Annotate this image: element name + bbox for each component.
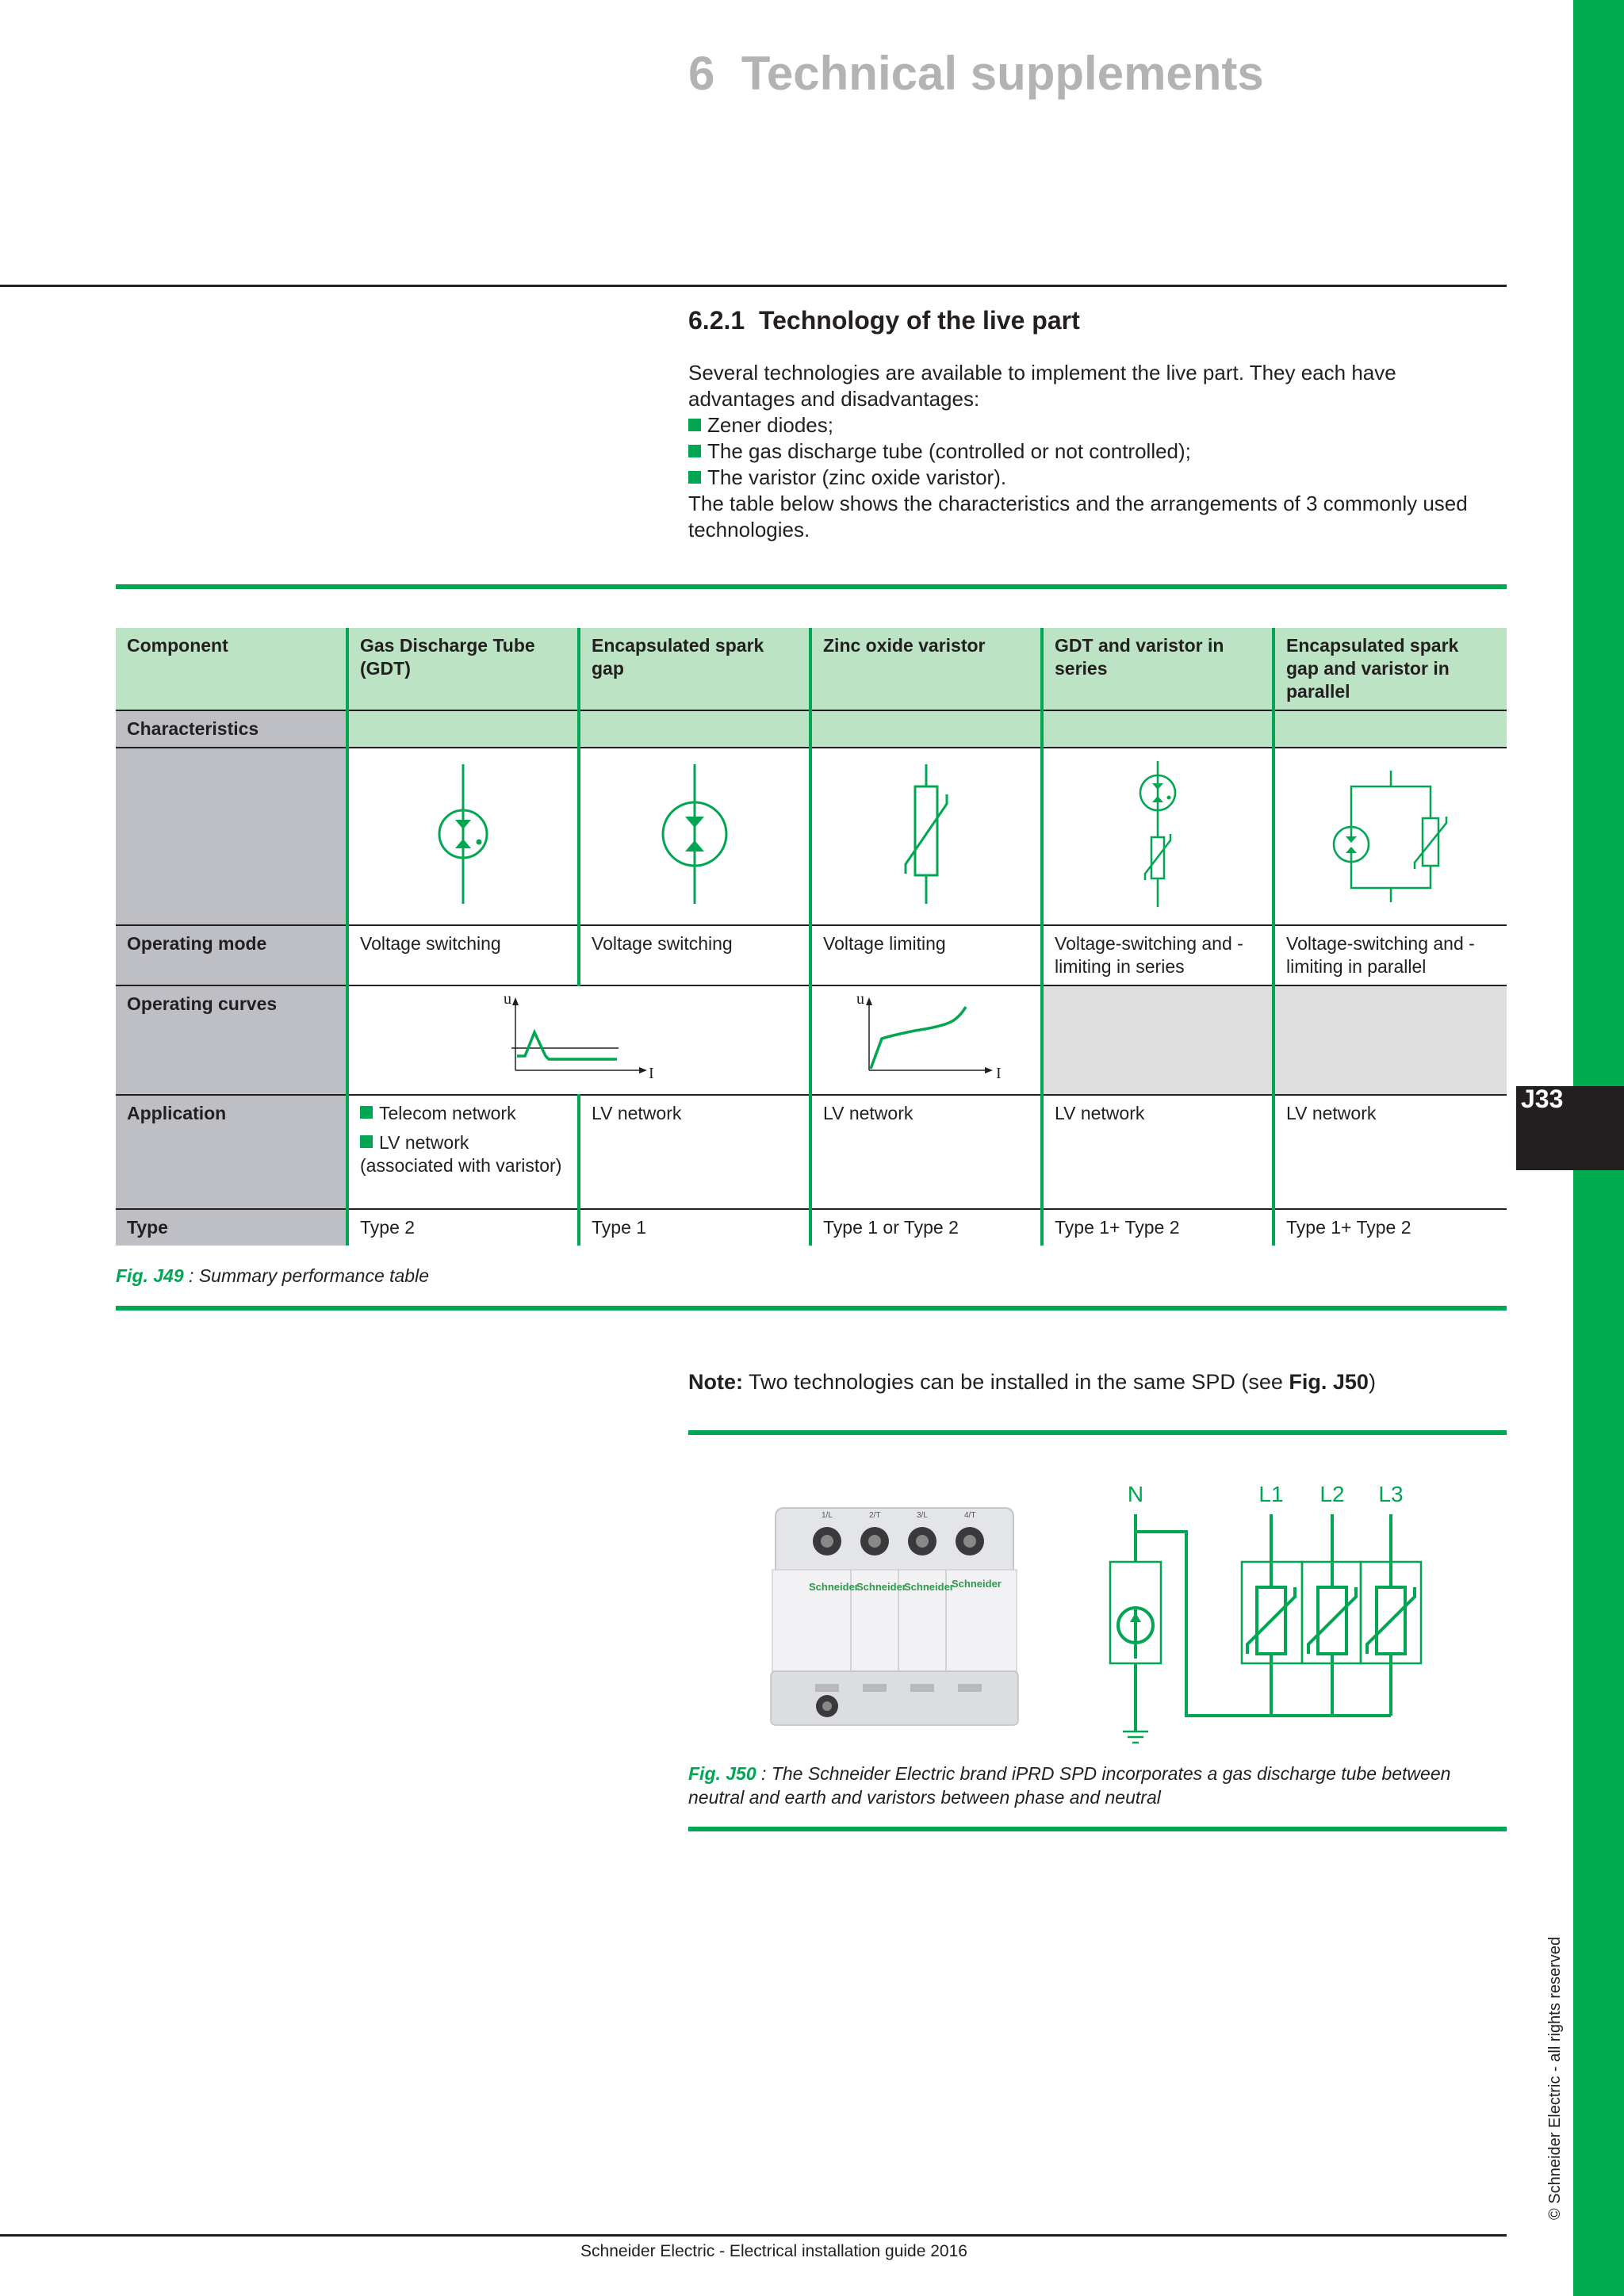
header-gdt: Gas Discharge Tube (GDT) xyxy=(347,628,579,710)
type-row xyxy=(116,1209,1507,1246)
intro-bullet: The gas discharge tube (controlled or not controlled); xyxy=(688,438,1489,465)
application-gdt-varistor-series: LV network xyxy=(1042,1095,1274,1209)
fig-j49-caption xyxy=(116,1265,429,1287)
svg-text:Schneider: Schneider xyxy=(904,1581,954,1593)
type-label: Type xyxy=(116,1209,347,1246)
limiting-curve-icon xyxy=(812,986,1042,1091)
bullet-square xyxy=(360,1106,373,1119)
intro-bullet: Zener diodes; xyxy=(688,412,1489,438)
fig-j49-label: Fig. J49 xyxy=(116,1265,184,1286)
application-label: Application xyxy=(116,1095,347,1209)
operating-mode-spark-gap-varistor-parallel: Voltage-switching and -limiting in parallel xyxy=(1274,925,1507,985)
header-varistor: Zinc oxide varistor xyxy=(810,628,1042,710)
svg-text:Schneider: Schneider xyxy=(856,1581,906,1593)
type-gdt: Type 2 xyxy=(347,1209,579,1246)
diagram-label-n: N xyxy=(1127,1482,1144,1506)
curve-axis-u: u xyxy=(504,990,511,1008)
type-gdt-varistor-series: Type 1+ Type 2 xyxy=(1042,1209,1274,1246)
note-ref: Fig. J50 xyxy=(1289,1370,1369,1394)
gdt-symbol-icon xyxy=(416,755,511,913)
chapter-number: 6 xyxy=(688,47,715,100)
type-spark-gap: Type 1 xyxy=(579,1209,810,1246)
table-top-rule xyxy=(116,584,1507,589)
note-text: Two technologies can be installed in the same SPD (see xyxy=(743,1370,1289,1394)
spark-gap-varistor-parallel-symbol-icon xyxy=(1323,755,1458,913)
operating-mode-gdt-varistor-series: Voltage-switching and -limiting in series xyxy=(1042,925,1274,985)
footer-rule xyxy=(0,2234,1507,2237)
spark-gap-symbol-cell xyxy=(579,748,810,925)
section-title xyxy=(688,306,1080,335)
intro-paragraph: Several technologies are available to implement the live part. They each have advantages and disadvantages: xyxy=(688,361,1396,411)
svg-text:2/T: 2/T xyxy=(869,1511,881,1520)
type-spark-gap-varistor-parallel: Type 1+ Type 2 xyxy=(1274,1209,1507,1246)
gdt-symbol-cell xyxy=(347,748,579,925)
copyright-notice: © Schneider Electric - all rights reserved xyxy=(1546,1936,1564,2220)
fig-j50-text: : The Schneider Electric brand iPRD SPD incorporates a gas discharge tube between neutral and earth and varistors between phase and neutral xyxy=(688,1763,1451,1808)
svg-text:1/L: 1/L xyxy=(822,1511,833,1520)
application-row xyxy=(116,1095,1507,1209)
note xyxy=(688,1370,1376,1395)
header-spark-gap: Encapsulated spark gap xyxy=(579,628,810,710)
chapter-title xyxy=(688,46,1264,101)
curve-axis-i: I xyxy=(649,1065,654,1082)
varistor-symbol-cell xyxy=(810,748,1042,925)
operating-mode-row xyxy=(116,925,1507,985)
summary-performance-table xyxy=(116,628,1507,1246)
iprd-wiring-diagram xyxy=(1094,1476,1443,1750)
curve-axis-i: I xyxy=(996,1065,1002,1082)
section-name: Technology of the live part xyxy=(758,306,1080,335)
switching-curve-icon xyxy=(349,986,809,1091)
bullet-square xyxy=(688,419,701,431)
outro-paragraph: The table below shows the characteristics and the arrangements of 3 commonly used technologies. xyxy=(688,492,1468,541)
fig-j50-bottom-rule xyxy=(688,1827,1507,1831)
table-header-row xyxy=(116,628,1507,710)
bullet-square xyxy=(360,1135,373,1148)
limiting-curve-cell xyxy=(810,985,1042,1095)
gdt-varistor-series-symbol-icon xyxy=(1110,755,1205,913)
intro-bullet: The varistor (zinc oxide varistor). xyxy=(688,465,1489,491)
svg-text:3/L: 3/L xyxy=(917,1511,928,1520)
header-spark-gap-varistor-parallel: Encapsulated spark gap and varistor in parallel xyxy=(1274,628,1507,710)
characteristics-row xyxy=(116,710,1507,748)
application-item: LV network (associated with varistor) xyxy=(360,1132,562,1176)
operating-curves-row xyxy=(116,985,1507,1095)
svg-text:4/T: 4/T xyxy=(964,1511,976,1520)
chapter-name: Technical supplements xyxy=(741,47,1264,100)
fig-j50-top-rule xyxy=(688,1430,1507,1435)
operating-mode-varistor: Voltage limiting xyxy=(810,925,1042,985)
varistor-symbol-icon xyxy=(879,755,974,913)
svg-text:Schneider: Schneider xyxy=(952,1578,1002,1590)
top-rule xyxy=(0,285,1507,287)
application-varistor: LV network xyxy=(810,1095,1042,1209)
spark-gap-symbol-icon xyxy=(647,755,742,913)
fig-j49-text: : Summary performance table xyxy=(183,1265,429,1286)
application-spark-gap: LV network xyxy=(579,1095,810,1209)
switching-curve-cell xyxy=(347,985,810,1095)
application-item: Telecom network xyxy=(360,1102,566,1125)
operating-mode-label: Operating mode xyxy=(116,925,347,985)
header-component: Component xyxy=(116,628,347,710)
diagram-label-l3: L3 xyxy=(1378,1482,1404,1506)
operating-curves-label: Operating curves xyxy=(116,985,347,1095)
iprd-device-image xyxy=(768,1490,1029,1740)
note-end: ) xyxy=(1368,1370,1376,1394)
operating-mode-gdt: Voltage switching xyxy=(347,925,579,985)
table-bottom-rule xyxy=(116,1306,1507,1311)
application-spark-gap-varistor-parallel: LV network xyxy=(1274,1095,1507,1209)
bullet-square xyxy=(688,445,701,457)
diagram-label-l1: L1 xyxy=(1258,1482,1284,1506)
gdt-varistor-series-symbol-cell xyxy=(1042,748,1274,925)
footer xyxy=(0,2242,1624,2261)
page-tab-label: J33 xyxy=(1521,1085,1564,1113)
diagram-label-l2: L2 xyxy=(1320,1482,1345,1506)
type-varistor: Type 1 or Type 2 xyxy=(810,1209,1042,1246)
fig-j50-label: Fig. J50 xyxy=(688,1763,756,1784)
intro-text xyxy=(688,360,1489,543)
fig-j50-caption xyxy=(688,1762,1507,1809)
svg-text:Schneider: Schneider xyxy=(809,1581,859,1593)
curve-axis-u: u xyxy=(856,990,864,1008)
symbols-row xyxy=(116,748,1507,925)
note-label: Note: xyxy=(688,1370,743,1394)
operating-mode-spark-gap: Voltage switching xyxy=(579,925,810,985)
footer-text: Schneider Electric - Electrical installation guide 2016 xyxy=(580,2242,967,2260)
application-gdt xyxy=(347,1095,579,1209)
header-gdt-varistor-series: GDT and varistor in series xyxy=(1042,628,1274,710)
section-number: 6.2.1 xyxy=(688,306,745,335)
bullet-square xyxy=(688,471,701,484)
characteristics-label: Characteristics xyxy=(116,710,347,748)
spark-gap-varistor-parallel-symbol-cell xyxy=(1274,748,1507,925)
